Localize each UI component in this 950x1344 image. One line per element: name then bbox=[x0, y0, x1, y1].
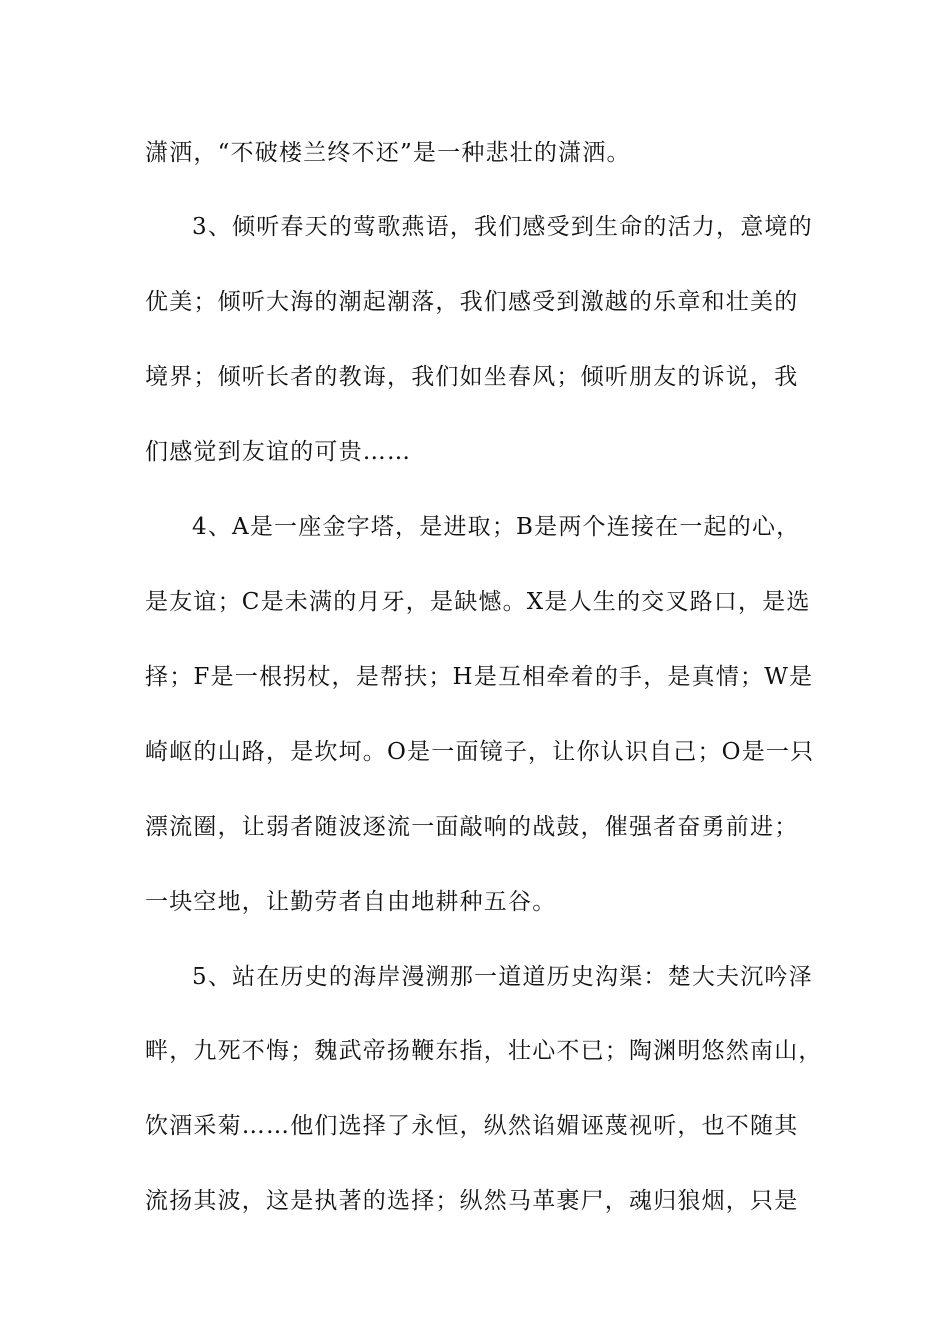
text-line: 流扬其波，这是执著的选择；纵然马革裹尸，魂归狼烟，只是 bbox=[145, 1188, 799, 1214]
text-line: 是友谊；C是未满的月牙，是缺憾。X是人生的交叉路口，是选 bbox=[145, 589, 811, 615]
text-line: 择；F是一根拐杖，是帮扶；H是互相牵着的手，是真情；W是 bbox=[145, 664, 814, 690]
text-line: 饮酒采菊……他们选择了永恒，纵然谄媚诬蔑视听，也不随其 bbox=[145, 1113, 799, 1139]
text-line: 优美；倾听大海的潮起潮落，我们感受到激越的乐章和壮美的 bbox=[145, 289, 799, 315]
text-line: 3、倾听春天的莺歌燕语，我们感受到生命的活力，意境的 bbox=[192, 214, 813, 240]
text-line: 一块空地，让勤劳者自由地耕种五谷。 bbox=[145, 889, 557, 915]
text-line: 畔，九死不悔；魏武帝扬鞭东指，壮心不已；陶渊明悠然南山， bbox=[145, 1038, 823, 1064]
text-line: 4、A是一座金字塔，是进取；B是两个连接在一起的心， bbox=[192, 514, 801, 540]
text-line: 们感觉到友谊的可贵…… bbox=[145, 439, 412, 465]
text-line: 境界；倾听长者的教诲，我们如坐春风；倾听朋友的诉说，我 bbox=[145, 364, 799, 390]
text-line: 漂流圈，让弱者随波逐流一面敲响的战鼓，催强者奋勇前进； bbox=[145, 814, 799, 840]
text-line: 潇洒，“不破楼兰终不还”是一种悲壮的潇洒。 bbox=[145, 140, 631, 166]
text-line: 崎岖的山路，是坎坷。O是一面镜子，让你认识自己；O是一只 bbox=[145, 739, 815, 765]
text-line: 5、站在历史的海岸漫溯那一道道历史沟渠：楚大夫沉吟泽 bbox=[192, 964, 813, 990]
